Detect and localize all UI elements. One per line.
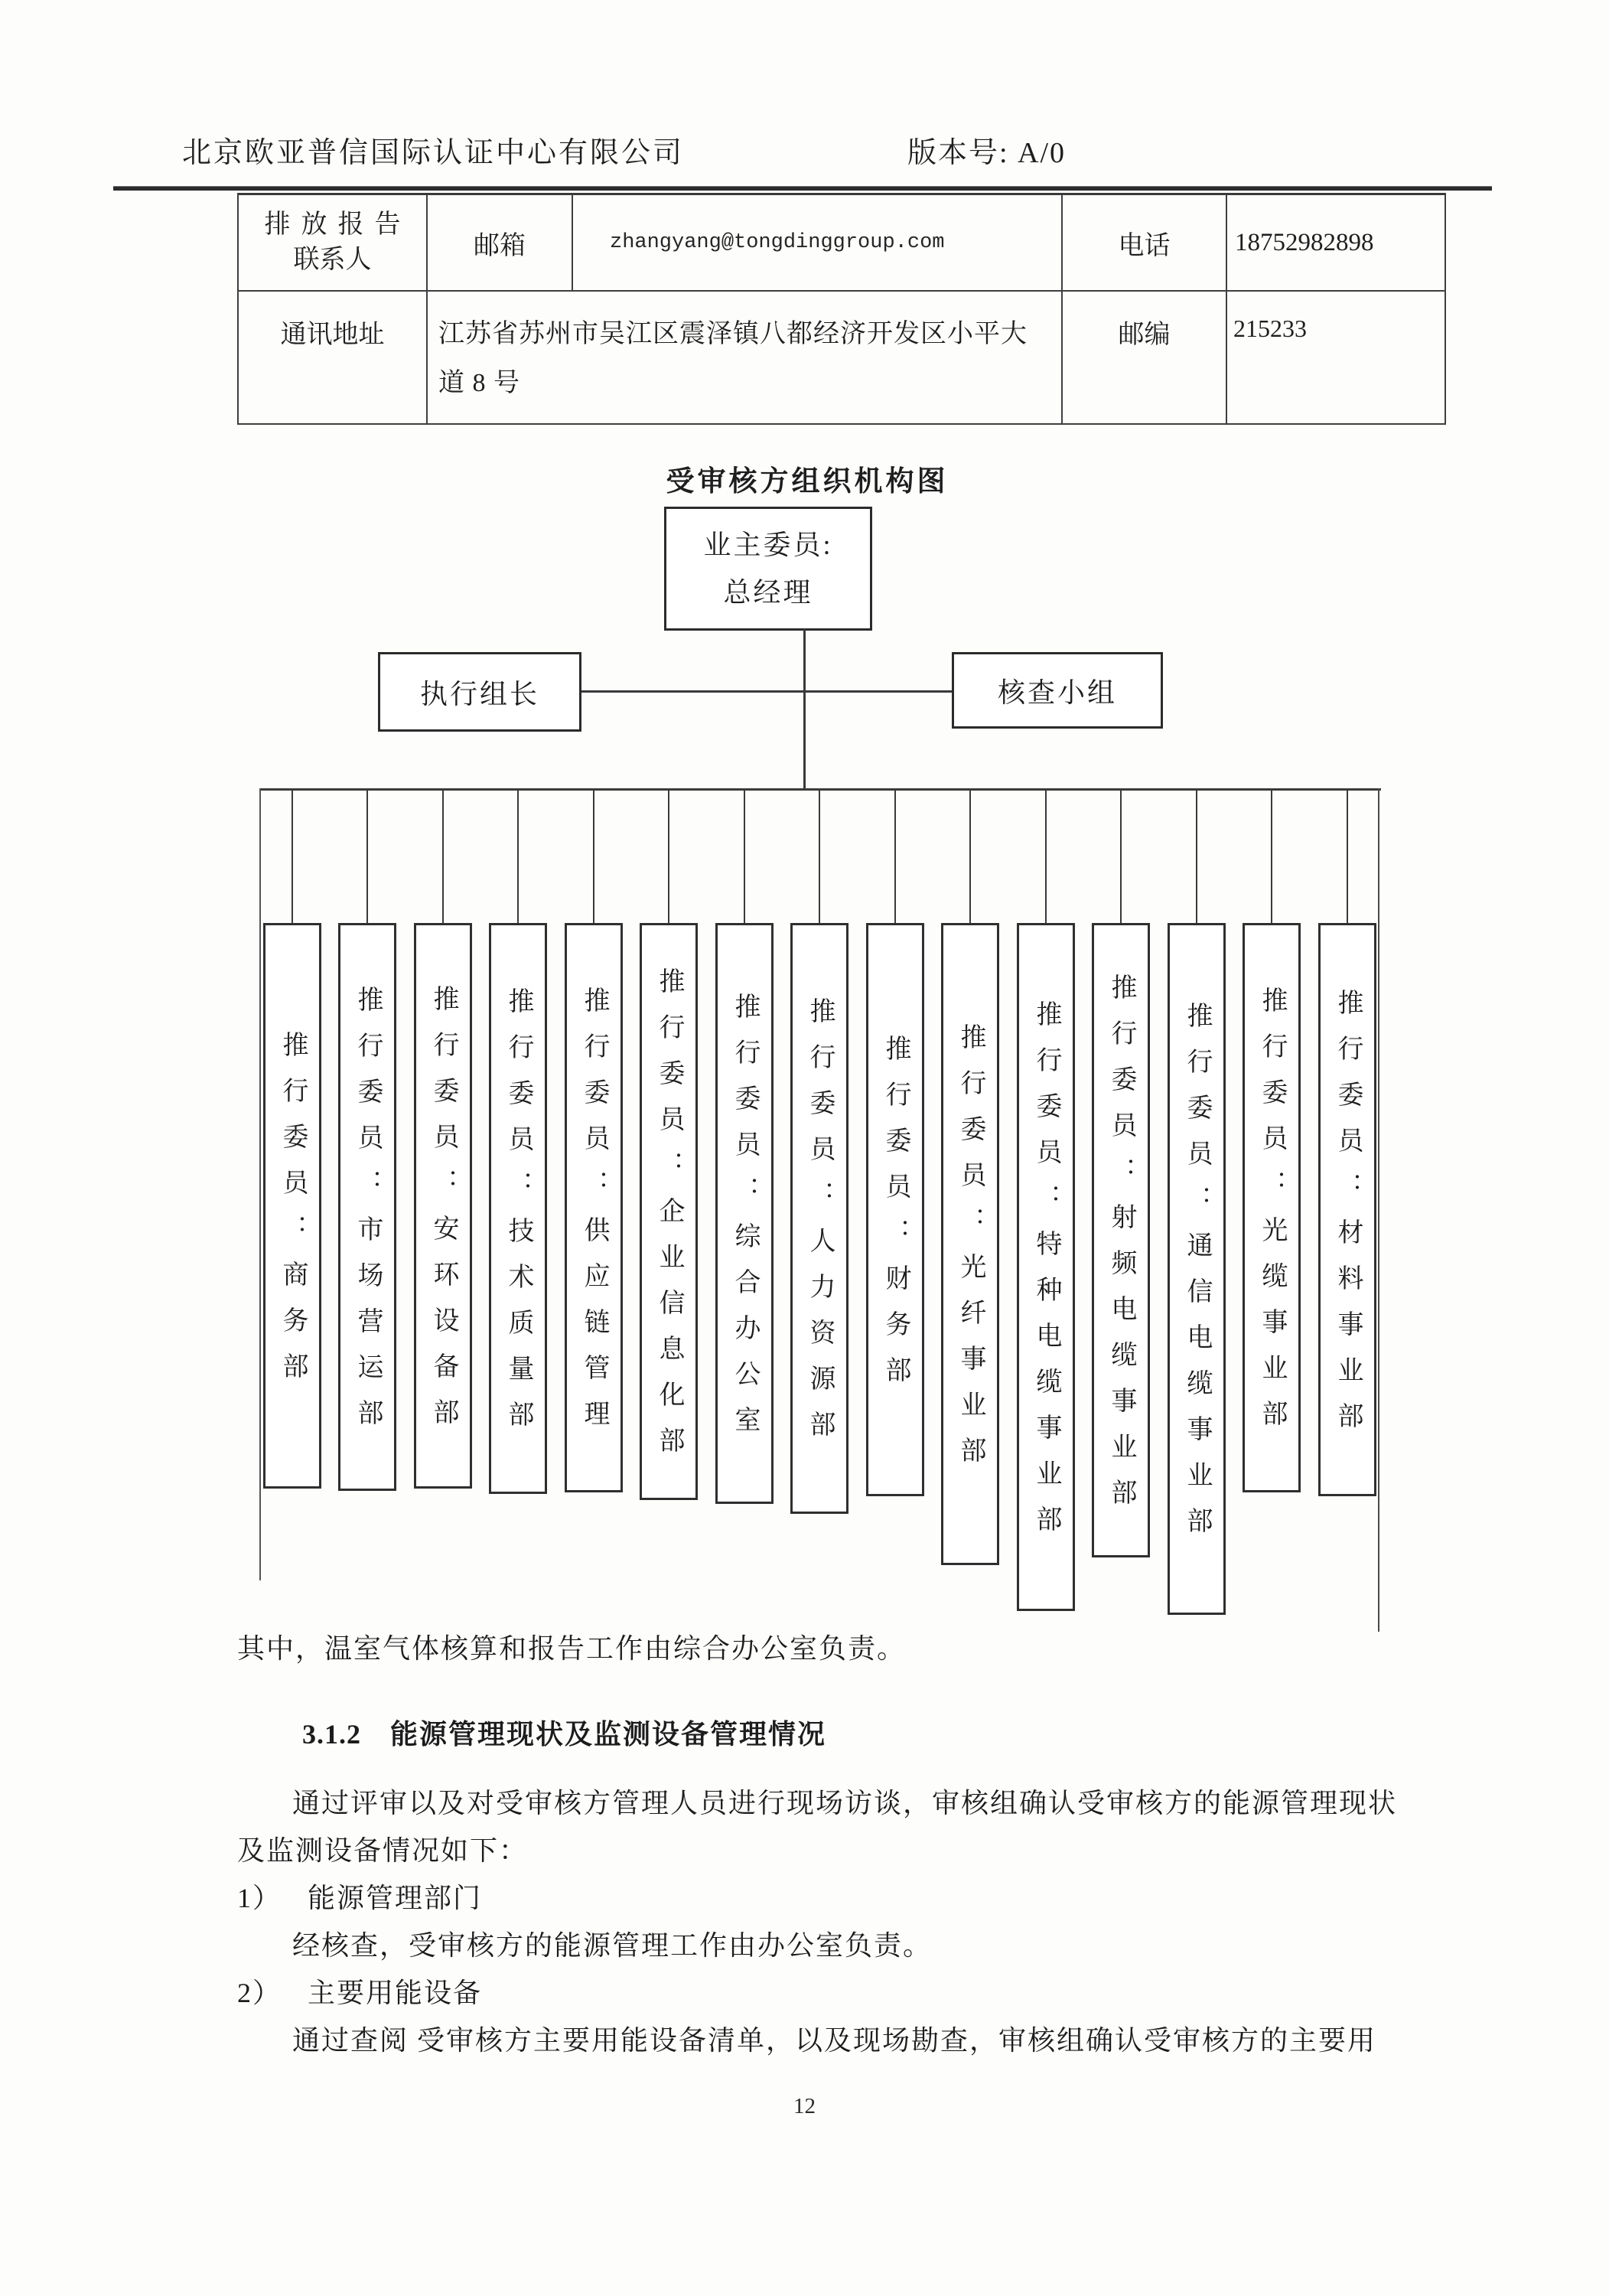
email-label-cell: 邮箱: [426, 195, 572, 290]
connector-line: [366, 788, 368, 923]
org-chart-title: 受审核方组织机构图: [666, 466, 949, 497]
list-item-detail: 经核查，受审核方的能源管理工作由办公室负责。: [292, 1930, 933, 1961]
email-value-cell: zhangyang@tongdinggroup.com: [572, 195, 1061, 290]
committee-column: [263, 788, 321, 1489]
committee-column: [414, 788, 472, 1489]
connector-line: [1045, 788, 1047, 923]
zip-value-cell: 215233: [1226, 292, 1445, 423]
connector-line: [1271, 788, 1272, 923]
list-item: [237, 1973, 482, 2013]
section-number: 3.1.2: [302, 1719, 361, 1750]
connector-line: [580, 690, 955, 693]
committee-column: [565, 788, 623, 1492]
note-paragraph: 其中，温室气体核算和报告工作由综合办公室负责。: [237, 1633, 907, 1664]
connector-line: [1347, 788, 1348, 923]
list-item-number: 1）: [237, 1883, 282, 1913]
org-box-executive-leader: 执行组长: [378, 652, 581, 732]
report-contact-label-line1: 排放报告: [264, 210, 412, 239]
committee-column: [338, 788, 396, 1491]
committee-column: [866, 788, 924, 1496]
contact-table: [237, 193, 1446, 425]
connector-line: [969, 788, 971, 923]
committee-box: 推行委员：特种电缆事业部: [1017, 923, 1075, 1611]
committee-box: 推行委员：安环设备部: [414, 923, 472, 1489]
header-version-label: 版本号: A/0: [907, 137, 1067, 169]
paragraph-line: 通过评审以及对受审核方管理人员进行现场访谈，审核组确认受审核方的能源管理现状: [292, 1788, 1398, 1818]
header-company-name: 北京欧亚普信国际认证中心有限公司: [182, 137, 685, 169]
connector-line: [894, 788, 896, 923]
committee-box: 推行委员：综合办公室: [715, 923, 774, 1504]
zip-label-cell: 邮编: [1061, 292, 1226, 423]
connector-line: [517, 788, 519, 923]
committee-column: [941, 788, 999, 1565]
committee-box: 推行委员：技术质量部: [489, 923, 547, 1494]
address-label-cell: 通讯地址: [280, 321, 385, 349]
connector-line: [442, 788, 444, 923]
paragraph-line: 及监测设备情况如下：: [237, 1835, 529, 1866]
list-item-title: 主要用能设备: [308, 1978, 483, 2008]
committee-box: 推行委员：光缆事业部: [1243, 923, 1301, 1492]
committee-column: [1092, 788, 1150, 1557]
committee-box: 推行委员：财务部: [866, 923, 924, 1496]
committee-column: [790, 788, 848, 1514]
connector-line: [1120, 788, 1122, 923]
committee-box: 推行委员：射频电缆事业部: [1092, 923, 1150, 1557]
connector-line: [744, 788, 745, 923]
committee-column: [640, 788, 698, 1500]
list-item-title: 能源管理部门: [308, 1883, 483, 1913]
org-box-verification-team: 核查小组: [952, 652, 1163, 729]
section-title: 能源管理现状及监测设备管理情况: [390, 1719, 827, 1750]
org-box-owner-line2: 总经理: [723, 577, 813, 608]
section-heading: [302, 1714, 826, 1754]
list-item-number: 2）: [237, 1978, 282, 2008]
committee-box: 推行委员：光纤事业部: [941, 923, 999, 1565]
committee-box: 推行委员：通信电缆事业部: [1168, 923, 1226, 1615]
connector-line: [803, 629, 806, 790]
list-item: [237, 1878, 482, 1918]
committee-column: [1318, 788, 1376, 1496]
committee-box: 推行委员：材料事业部: [1318, 923, 1376, 1496]
committee-box: 推行委员：供应链管理: [565, 923, 623, 1492]
connector-line-right: [1378, 788, 1379, 1632]
table-row: [239, 195, 1445, 290]
committee-column: [1243, 788, 1301, 1492]
page-number: 12: [793, 2094, 816, 2118]
connector-line-left: [259, 788, 261, 1580]
committee-box: 推行委员：企业信息化部: [640, 923, 698, 1500]
phone-value-cell: 18752982898: [1226, 195, 1445, 290]
committee-column: [489, 788, 547, 1494]
org-box-owner-committee: [664, 507, 872, 631]
committee-column: [715, 788, 774, 1504]
committee-column: [1168, 788, 1226, 1615]
connector-line: [1196, 788, 1197, 923]
report-contact-label-cell: [239, 195, 426, 290]
header-rule: [113, 186, 1492, 191]
committee-box: 推行委员：商务部: [263, 923, 321, 1489]
table-row: [239, 290, 1445, 423]
report-contact-label-line2: 联系人: [293, 246, 372, 274]
org-box-owner-line1: 业主委员:: [703, 530, 833, 560]
list-item-detail: 通过查阅 受审核方主要用能设备清单，以及现场勘查，审核组确认受审核方的主要用: [292, 2025, 1377, 2056]
committee-box: 推行委员：市场营运部: [338, 923, 396, 1491]
committee-box: 推行委员：人力资源部: [790, 923, 848, 1514]
connector-line: [668, 788, 669, 923]
phone-label-cell: 电话: [1061, 195, 1226, 290]
connector-line: [292, 788, 293, 923]
connector-line: [593, 788, 594, 923]
address-value-cell: 江苏省苏州市吴江区震泽镇八都经济开发区小平大道 8 号: [426, 292, 1061, 423]
committee-column: [1017, 788, 1075, 1611]
connector-line: [819, 788, 820, 923]
